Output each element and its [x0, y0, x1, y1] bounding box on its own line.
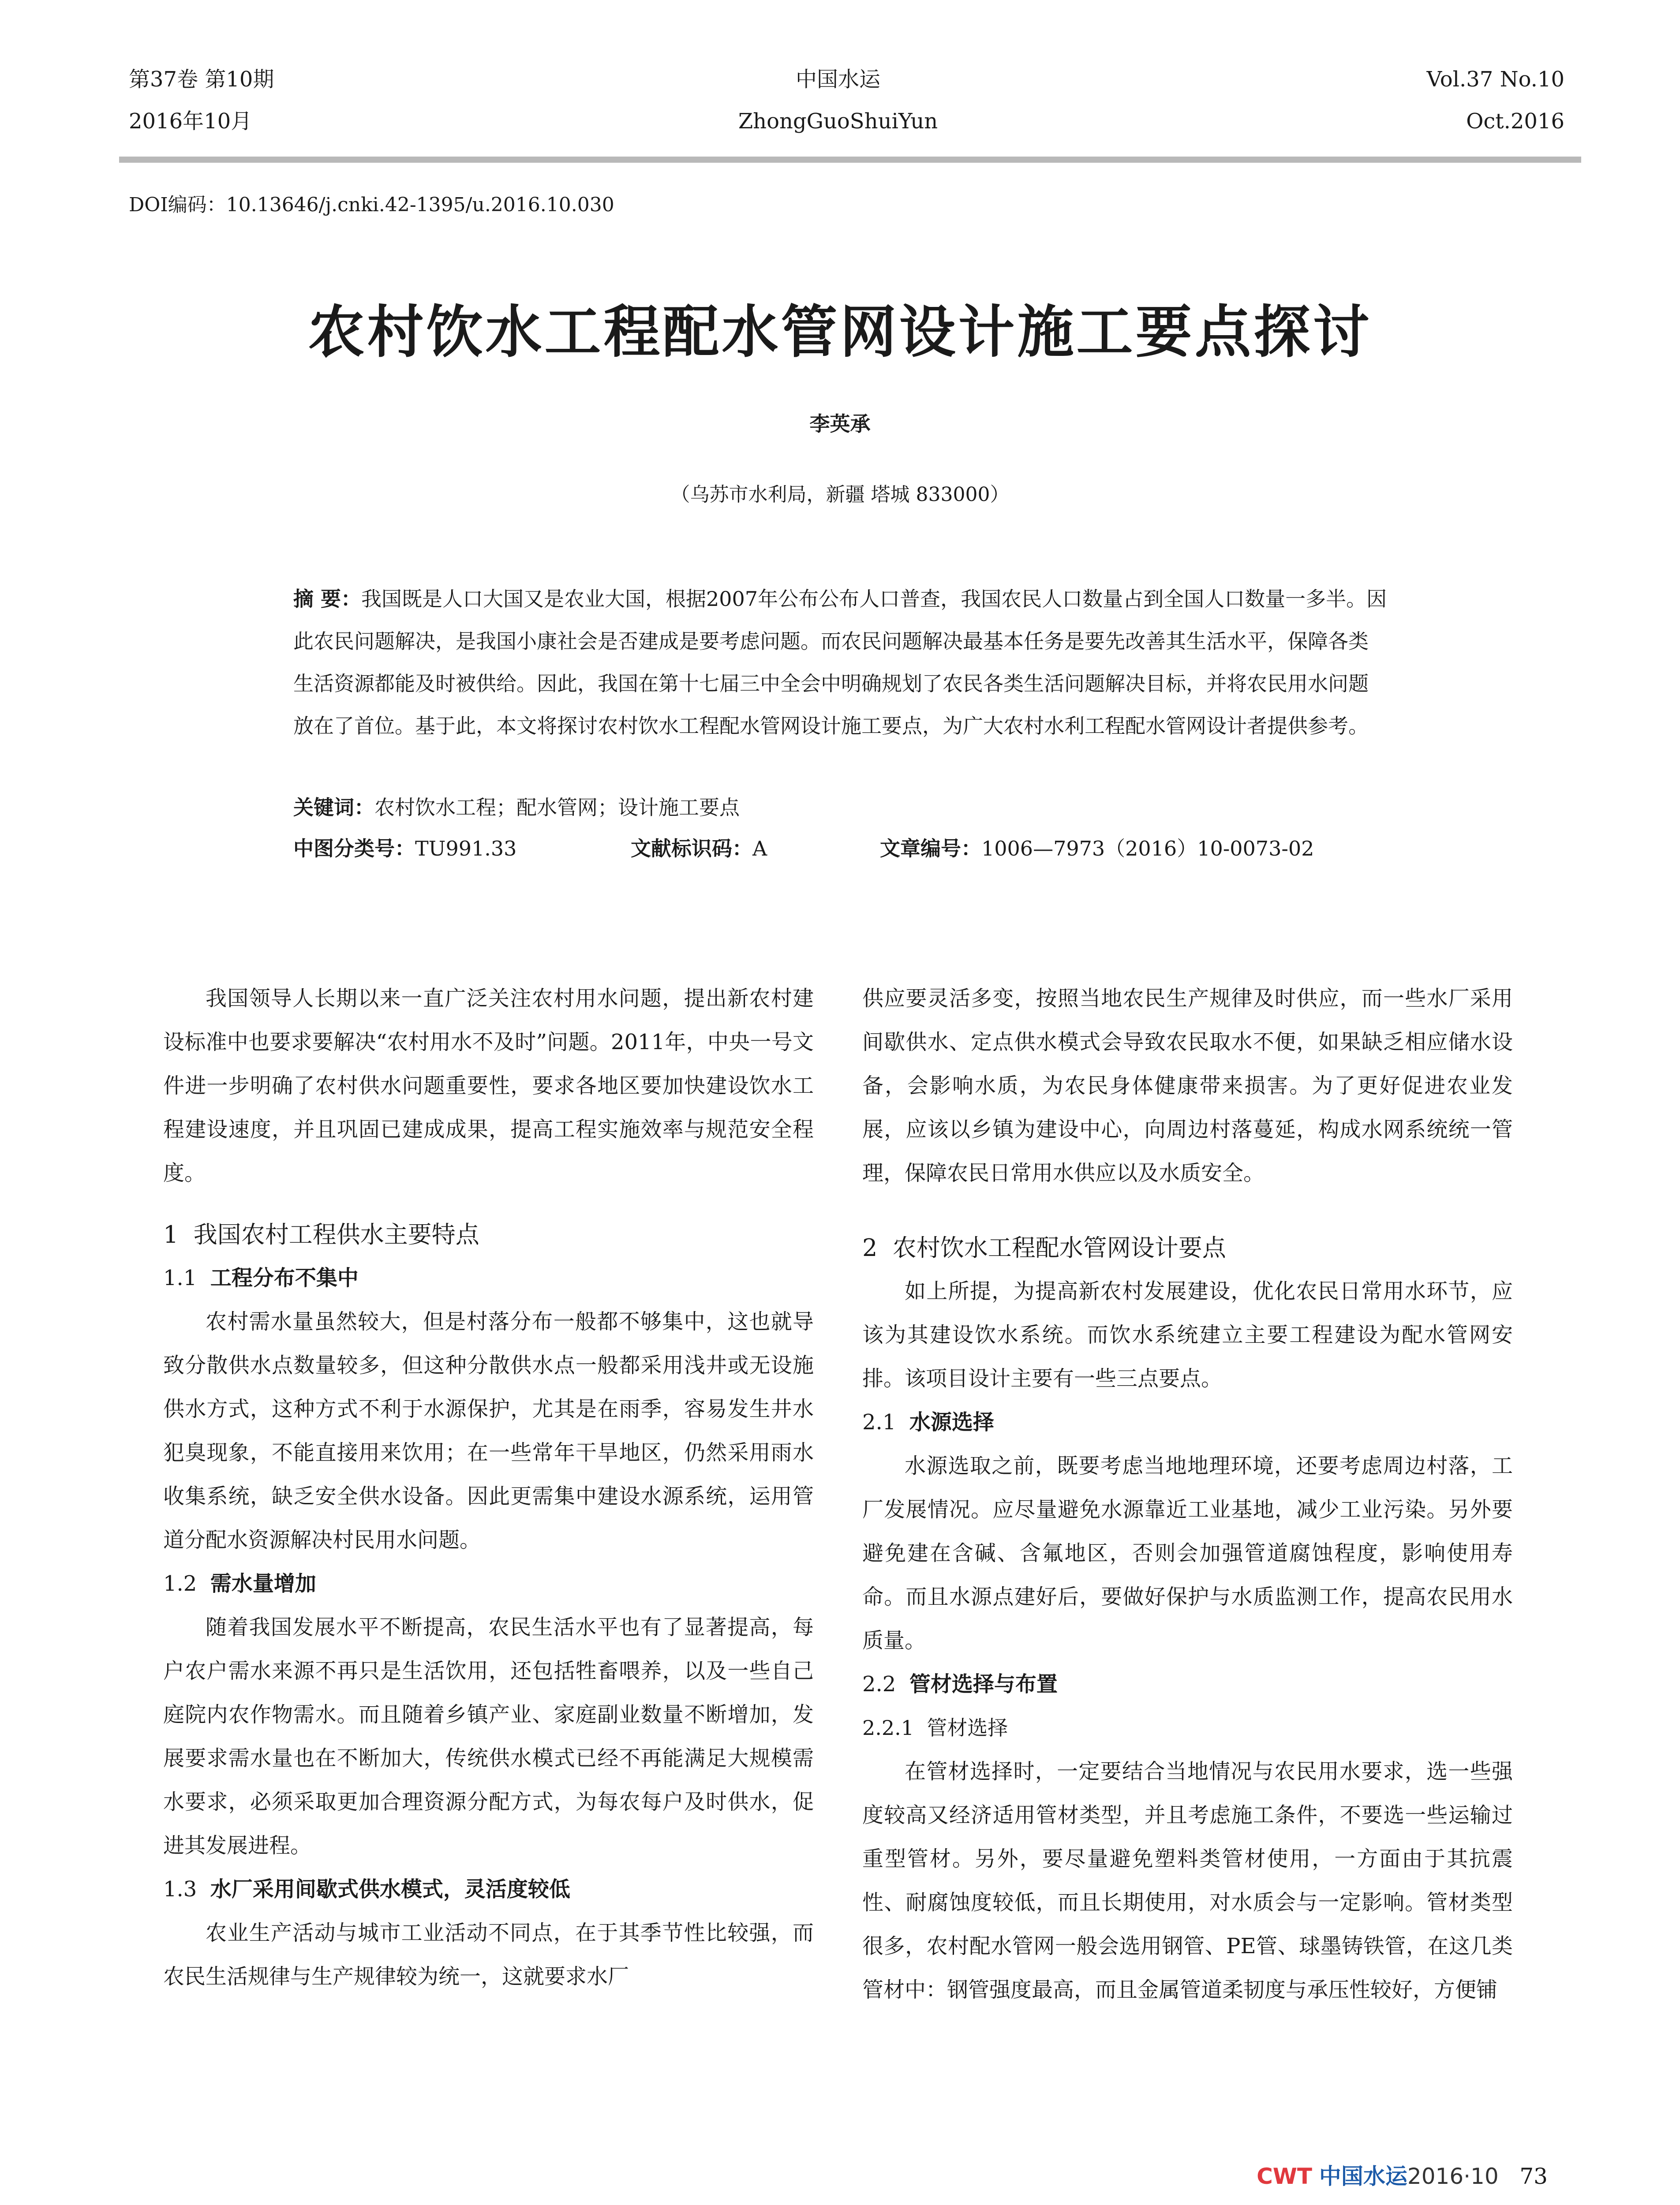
author: 李英承: [809, 412, 871, 436]
abstract-label: 摘 要：: [293, 587, 362, 611]
section-2-heading: [862, 1226, 1513, 1270]
page-footer: [1151, 2159, 1548, 2190]
section-2-2-1-paragraph: 在管材选择时，一定要结合当地情况与农民用水要求，选一些强度较高又经济适用管材类型，并且考虑施工条件，不要选一些运输过重型管材。另外，要尽量避免塑料类管材使用，一方面由于其抗震性、耐腐蚀度较低，而且长期使用，对水质会与一定影响。管材类型很多，农村配水管网一般会选用钢管、PE管、球墨铸铁管，在这几类管材中：钢管强度最高，而且金属管道柔韧度与承压性较好，方便铺: [862, 1759, 1513, 2002]
article-title: 农村饮水工程配水管网设计施工要点探讨: [308, 299, 1372, 365]
left-column: [163, 977, 814, 1999]
section-2-paragraph: 如上所提，为提高新农村发展建设，优化农民日常用水环节，应该为其建设饮水系统。而饮水系统建立主要工程建设为配水管网安排。该项目设计主要有一些三点要点。: [862, 1279, 1513, 1391]
article-number-value: 1006—7973（2016）10-0073-02: [981, 837, 1314, 860]
document-code: [631, 833, 767, 862]
section-2-2-1-title: 管材选择: [927, 1716, 1008, 1740]
publication-date: 2016年10月: [129, 109, 252, 134]
classification: [293, 833, 516, 862]
section-2-1-number: 2.1: [862, 1410, 896, 1435]
page-number: 73: [1519, 2164, 1548, 2189]
journal-name: 中国水运: [795, 67, 880, 92]
section-1-1-paragraph: 农村需水量虽然较大，但是村落分布一般都不够集中，这也就导致分散供水点数量较多，但这种分散供水点一般都采用浅井或无设施供水方式，这种方式不利于水源保护，尤其是在雨季，容易发生井水犯臭现象，不能直接用来饮用；在一些常年干旱地区，仍然采用雨水收集系统，缺乏安全供水设备。因此更需集中建设水源系统，运用管道分配水资源解决村民用水问题。: [163, 1309, 814, 1552]
affiliation: （乌苏市水利局，新疆 塔城 833000）: [670, 483, 1010, 506]
right-column: [862, 977, 1513, 2012]
abstract: [293, 578, 1387, 747]
section-1-heading: [163, 1213, 814, 1256]
section-1-2-number: 1.2: [163, 1571, 197, 1596]
section-1-3-heading: [163, 1868, 814, 1911]
keywords-text: 农村饮水工程；配水管网；设计施工要点: [374, 796, 740, 819]
section-1-1-number: 1.1: [163, 1266, 197, 1290]
cwt-logo: CWT: [1257, 2164, 1313, 2189]
section-1-title: 我国农村工程供水主要特点: [193, 1221, 479, 1248]
volume-issue-en: Vol.37 No.10: [1426, 67, 1564, 92]
journal-name-pinyin: ZhongGuoShuiYun: [738, 109, 938, 134]
section-2-title: 农村饮水工程配水管网设计要点: [892, 1234, 1226, 1262]
keywords: [293, 792, 1387, 821]
section-2-1-paragraph: 水源选取之前，既要考虑当地地理环境，还要考虑周边村落，工厂发展情况。应尽量避免水源靠近工业基地，减少工业污染。另外要避免建在含碱、含氟地区，否则会加强管道腐蚀程度，影响使用寿命。而且水源点建好后，要做好保护与水质监测工作，提高农民用水质量。: [862, 1454, 1513, 1653]
section-1-2-heading: [163, 1562, 814, 1606]
section-1-3-paragraph: 农业生产活动与城市工业活动不同点，在于其季节性比较强，而农民生活规律与生产规律较为统一，这就要求水厂: [163, 1921, 814, 1989]
article-number: [880, 833, 1314, 862]
footer-issue: 2016·10: [1407, 2164, 1499, 2189]
classification-label: 中图分类号：: [293, 837, 415, 860]
section-1-3-title: 水厂采用间歇式供水模式，灵活度较低: [210, 1877, 570, 1902]
classification-value: TU991.33: [415, 837, 517, 860]
doi: DOI编码：10.13646/j.cnki.42-1395/u.2016.10.030: [129, 194, 614, 216]
document-code-label: 文献标识码：: [631, 837, 752, 860]
section-1-1-title: 工程分布不集中: [210, 1266, 359, 1290]
intro-paragraph: 我国领导人长期以来一直广泛关注农村用水问题，提出新农村建设标准中也要求要解决“农村用水不及时”问题。2011年，中央一号文件进一步明确了农村供水问题重要性，要求各地区要加快建设饮水工程建设速度，并且巩固已建成成果，提高工程实施效率与规范安全程度。: [163, 986, 814, 1185]
section-2-1-heading: [862, 1401, 1513, 1444]
article-number-label: 文章编号：: [880, 837, 981, 860]
section-2-2-1-heading: [862, 1706, 1513, 1750]
section-2-2-1-number: 2.2.1: [862, 1716, 914, 1740]
section-2-2-title: 管材选择与布置: [909, 1672, 1058, 1697]
publication-date-en: Oct.2016: [1466, 109, 1564, 134]
continued-paragraph: 供应要灵活多变，按照当地农民生产规律及时供应，而一些水厂采用间歇供水、定点供水模式会导致农民取水不便，如果缺乏相应储水设备，会影响水质，为农民身体健康带来损害。为了更好促进农业发展，应该以乡镇为建设中心，向周边村落蔓延，构成水网系统统一管理，保障农民日常用水供应以及水质安全。: [862, 986, 1513, 1185]
volume-issue: 第37卷 第10期: [129, 67, 274, 92]
section-1-number: 1: [163, 1221, 179, 1248]
section-2-2-number: 2.2: [862, 1672, 896, 1697]
section-1-2-paragraph: 随着我国发展水平不断提高，农民生活水平也有了显著提高，每户农户需水来源不再只是生活饮用，还包括牲畜喂养，以及一些自己庭院内农作物需水。而且随着乡镇产业、家庭副业数量不断增加，发展要求需水量也在不断加大，传统供水模式已经不再能满足大规模需水要求，必须采取更加合理资源分配方式，为每农每户及时供水，促进其发展进程。: [163, 1615, 814, 1858]
section-2-number: 2: [862, 1234, 878, 1262]
section-2-2-heading: [862, 1663, 1513, 1706]
section-1-1-heading: [163, 1256, 814, 1300]
keywords-label: 关键词：: [293, 796, 374, 819]
section-2-1-title: 水源选择: [909, 1410, 994, 1435]
abstract-text: 我国既是人口大国又是农业大国，根据2007年公布公布人口普查，我国农民人口数量占到全国人口数量一多半。因此农民问题解决，是我国小康社会是否建成是要考虑问题。而农民问题解决最基本任务是要先改善其生活水平，保障各类生活资源都能及时被供给。因此，我国在第十七届三中全会中明确规划了农民各类生活问题解决目标，并将农民用水问题放在了首位。基于此，本文将探讨农村饮水工程配水管网设计施工要点，为广大农村水利工程配水管网设计者提供参考。: [293, 587, 1387, 738]
footer-journal-name: 中国水运: [1319, 2164, 1407, 2189]
header-rule: [119, 157, 1581, 163]
document-code-value: A: [752, 837, 767, 860]
section-1-2-title: 需水量增加: [210, 1571, 316, 1596]
section-1-3-number: 1.3: [163, 1877, 197, 1902]
